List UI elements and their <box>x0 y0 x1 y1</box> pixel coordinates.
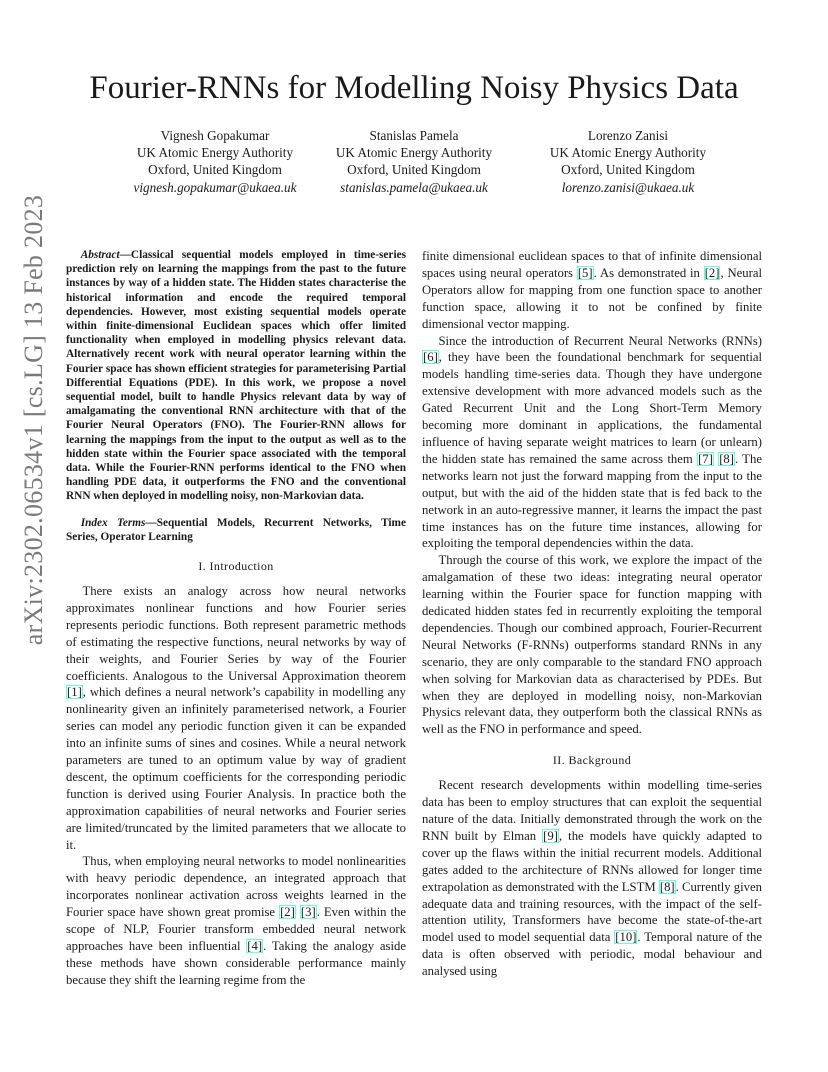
text-run: . The networks learn not just the forward mapping from the input to the output, but with the aid of the hidden state that is fed back to the network in an auto-regressive manner, it learns the impact the past time instances has on the future time instances, allowing for exploiting the temporal dependencies within the data. <box>422 451 763 551</box>
text-run: , they have been the foundational benchmark for sequential models handling time-series data. Though they have undergone extensive development with more advanced models such as the Gated Recurrent Unit and the Long Short-Term Memory becoming more dominant in applications, the fundamental influence of having separate weight matrices to learn (or unlearn) the hidden state has remained the same across them <box>422 350 762 466</box>
author-affiliation: UK Atomic Energy Authority <box>335 145 493 161</box>
text-run: Recent research developments within modelling time-series data has been to employ structures that can exploit the sequential nature of the data. Initially demonstrated through the work on the RNN built by Elman <box>422 778 762 843</box>
text-run: Thus, when employing neural networks to model nonlinearities with heavy periodic dependence, an integrated approach that incorporates nonlinear activation across weights learned in the Fourier space have shown great promise <box>66 854 406 920</box>
citation-link[interactable]: [4] <box>247 939 263 953</box>
author-email[interactable]: lorenzo.zanisi@ukaea.uk <box>561 179 695 195</box>
index-terms <box>66 516 406 544</box>
citation-link[interactable]: [10] <box>615 930 637 945</box>
right-column <box>422 248 762 980</box>
author-location: Oxford, United Kingdom <box>561 162 695 178</box>
author-affiliation: UK Atomic Energy Authority <box>136 145 294 161</box>
text-run: . As demonstrated in <box>593 265 704 280</box>
index-terms-label: Index Terms <box>80 516 146 529</box>
citation-link[interactable]: [2] <box>704 265 720 280</box>
citation-link[interactable]: [2] <box>280 905 295 920</box>
text-run: There exists an analogy across how neural networks approximates nonlinear functions and how Fourier series represents periodic functions. Both represent parametric methods of estimating the respective functions, neural networks by way of their weights, and Fourier Series by way of the Fourier coefficients. Analogous to the Universal Approximation theorem <box>66 583 406 683</box>
author-name: Vignesh Gopakumar <box>160 128 270 143</box>
author-block-2 <box>299 127 529 196</box>
author-block-3 <box>513 127 743 196</box>
citation-link[interactable]: [3] <box>300 905 316 920</box>
author-location: Oxford, United Kingdom <box>148 162 282 178</box>
paper-title: Fourier-RNNs for Modelling Noisy Physics Data <box>89 70 739 106</box>
right-paragraph-3: Through the course of this work, we explore the impact of the amalgamation of these two ideas: integrating neural operator learning within the Fourier space for function mapping with dedicated hidden states fed in recurrently exploiting the temporal dependencies. Though our combined approach, Fourier-Recurrent Neural Networks (F-RNNs) outperforms standard RNNs in any scenario, they are only comparable to the standard FNO approach when solving for Markovian data as characterised by PDEs. But when they are deployed in modelling noisy, non-Markovian Physics relevant data, they outperform both the classical RNNs as well as the FNO in performance and speed. <box>422 553 762 737</box>
right-paragraph-2 <box>422 333 762 553</box>
background-paragraph-1 <box>422 777 762 980</box>
text-run: . Currently given adequate data and training resources, with the impact of the self-attention utility, Transformers have become the state-of-the-art model used to model sequential data <box>422 879 762 945</box>
author-name: Lorenzo Zanisi <box>587 128 669 143</box>
citation-link[interactable]: [5] <box>577 265 593 280</box>
arxiv-id-text: arXiv:2302.06534v1 [cs.LG] 13 Feb 2023 <box>19 194 48 646</box>
author-location: Oxford, United Kingdom <box>347 162 481 178</box>
section-heading-background: II. Background <box>552 753 632 768</box>
citation-link[interactable]: [9] <box>543 828 558 843</box>
author-email[interactable]: stanislas.pamela@ukaea.uk <box>340 179 488 195</box>
author-affiliation: UK Atomic Energy Authority <box>549 145 707 161</box>
abstract-label: Abstract <box>80 249 120 261</box>
left-column <box>66 248 406 989</box>
author-block-1 <box>100 127 330 196</box>
abstract-text: —Classical sequential models employed in time-series prediction rely on learning the mappings from the past to the future instances by way of a hidden state. The Hidden states characterise the historical information and encode the required temporal dependencies. However, most existing sequential models operate within finite-dimensional Euclidean spaces which offer limited functionality when employed in modelling physics relevant data. Alternatively recent work with neural operator learning within the Fourier space has shown efficient strategies for parameterising Partial Differential Equations (PDE). In this work, we propose a novel sequential model, built to handle Physics relevant data by way of amalgamating the conventional RNN architecture with that of the Fourier Neural Operators (FNO). The Fourier-RNN allows for learning the mappings from the input to the output as well as to the hidden state within the Fourier space associated with the temporal data. While the Fourier-RNN performs identical to the FNO when handling PDE data, it outperforms the FNO and the conventional RNN when deployed in modelling noisy, non-Markovian data. <box>66 249 406 503</box>
intro-paragraph-2 <box>66 853 406 988</box>
right-paragraph-1 <box>422 248 762 333</box>
text-run: . Temporal nature of the data is often observed with periodic, modal behaviour and analysed using <box>422 930 762 979</box>
intro-paragraph-1 <box>66 583 406 854</box>
citation-link[interactable]: [8] <box>719 451 734 466</box>
citation-link[interactable]: [1] <box>67 685 82 700</box>
text-run: , the models have quickly adapted to cover up the flaws within the initial recurrent models. Additional gates added to the architecture of RNNs allowed for longer time extrapolation as demonstrated with the LSTM <box>422 828 762 894</box>
citation-link[interactable]: [7] <box>698 451 713 466</box>
text-run: finite dimensional euclidean spaces to that of infinite dimensional spaces using neural operators <box>422 249 762 280</box>
text-run: , Neural Operators allow for mapping from one function space to another function space, allowing it to not be confined by finite dimensional vector mapping. <box>422 265 762 331</box>
index-terms-text: —Sequential Models, Recurrent Networks, Time Series, Operator Learning <box>66 516 406 543</box>
text-run: , which defines a neural network’s capability in modelling any nonlinearity given an infinitely parameterised network, a Fourier series can model any periodic function given it can be expanded into an infinite sums of sines and cosines. While a neural network parameters are tuned to an optimum value by way of gradient descent, the optimum coefficients for the corresponding periodic function is derived using Fourier Analysis. In practice both the approximation capabilities of neural networks and Fourier series are limited/truncated by the limited parameters that we allocate to it. <box>66 685 406 852</box>
text-run: Since the introduction of Recurrent Neural Networks (RNNs) <box>438 333 762 348</box>
text-run: . Taking the analogy aside these methods have shown considerable performance mainly because they shift the learning regime from the <box>66 939 406 987</box>
author-name: Stanislas Pamela <box>369 128 459 143</box>
text-run: . Even within the scope of NLP, Fourier transform embedded neural network approaches have been influential <box>66 905 407 953</box>
citation-link[interactable]: [6] <box>423 350 438 365</box>
author-email[interactable]: vignesh.gopakumar@ukaea.uk <box>133 179 297 195</box>
abstract <box>66 248 406 504</box>
section-heading-introduction: I. Introduction <box>198 559 274 574</box>
citation-link[interactable]: [8] <box>659 879 675 894</box>
arxiv-side-label <box>14 100 54 740</box>
